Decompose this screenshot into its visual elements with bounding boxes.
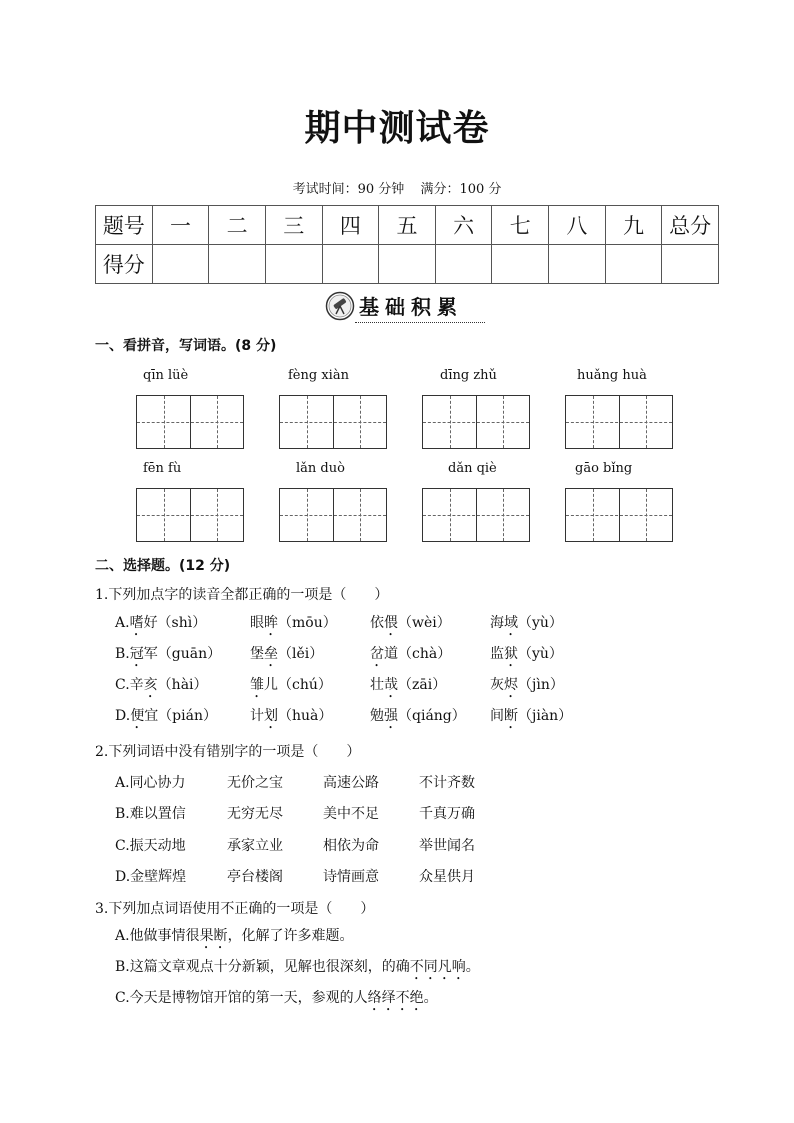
telescope-icon <box>325 291 355 321</box>
q1-option-a-4: 海域（yù） <box>490 615 563 631</box>
q2-option-b[interactable]: B.难以置信 <box>115 806 186 822</box>
exam-info <box>0 178 794 197</box>
q2-word: 诗情画意 <box>323 869 379 885</box>
q1-option-d-2: 计划（huà） <box>250 708 333 724</box>
score-cell[interactable] <box>322 245 379 284</box>
q1-option-a-2: 眼眸（mōu） <box>250 615 337 631</box>
q2-word: 高速公路 <box>323 775 379 791</box>
q3-option-c[interactable]: C.今天是博物馆开馆的第一天，参观的人络绎不绝。 <box>115 990 438 1006</box>
score-cell[interactable] <box>209 245 266 284</box>
score-value-row <box>96 245 719 284</box>
writing-grid[interactable] <box>136 488 244 542</box>
q2-word: 相依为命 <box>323 838 379 854</box>
score-header-row <box>96 206 719 245</box>
q1-option-d-1[interactable]: D.便宜（pián） <box>115 708 217 724</box>
section2-title: 二、选择题。(12 分) <box>95 558 231 574</box>
pinyin-label: huǎng huà <box>577 368 647 383</box>
pinyin-label: gāo bǐng <box>575 461 633 476</box>
q2-option-d[interactable]: D.金壁辉煌 <box>115 869 187 885</box>
q1-option-a-1[interactable]: A.嗜好（shì） <box>115 615 207 631</box>
q1-option-b-2: 堡垒（lěi） <box>250 646 324 662</box>
score-header-cell: 二 <box>209 206 266 245</box>
score-cell[interactable] <box>549 245 606 284</box>
writing-grid[interactable] <box>136 395 244 449</box>
writing-grid[interactable] <box>565 488 673 542</box>
score-row-label: 得分 <box>96 245 153 284</box>
pinyin-label: lǎn duò <box>296 461 345 476</box>
writing-grid[interactable] <box>279 488 387 542</box>
score-header-cell: 八 <box>549 206 606 245</box>
q1-option-c-1[interactable]: C.辛亥（hài） <box>115 677 208 693</box>
section1-title: 一、看拼音，写词语。(8 分) <box>95 338 277 354</box>
score-header-cell: 六 <box>435 206 492 245</box>
score-cell[interactable] <box>662 245 719 284</box>
score-header-cell: 一 <box>152 206 209 245</box>
score-header-cell: 七 <box>492 206 549 245</box>
q3-option-a[interactable]: A.他做事情很果断，化解了许多难题。 <box>115 928 354 944</box>
q1-option-b-3: 岔道（chà） <box>370 646 452 662</box>
q2-option-a[interactable]: A.同心协力 <box>115 775 186 791</box>
score-cell[interactable] <box>605 245 662 284</box>
q2-word: 举世闻名 <box>419 838 475 854</box>
score-header-cell: 总分 <box>662 206 719 245</box>
pinyin-label: dīng zhǔ <box>440 368 497 383</box>
q2-word: 美中不足 <box>323 806 379 822</box>
score-header-cell: 五 <box>379 206 436 245</box>
q1-option-c-4: 灰烬（jìn） <box>490 677 564 693</box>
q1-option-d-3: 勉强（qiáng） <box>370 708 466 724</box>
banner-title: 基础积累 <box>359 295 463 319</box>
pinyin-label: fēn fù <box>143 461 182 476</box>
score-cell[interactable] <box>492 245 549 284</box>
q3-option-b[interactable]: B.这篇文章观点十分新颖，见解也很深刻，的确不同凡响。 <box>115 959 480 975</box>
page-title: 期中测试卷 <box>304 108 490 149</box>
pinyin-label: fèng xiàn <box>288 368 349 383</box>
score-cell[interactable] <box>152 245 209 284</box>
banner-underline <box>355 322 485 323</box>
q2-word: 无价之宝 <box>227 775 283 791</box>
writing-grid[interactable] <box>565 395 673 449</box>
question-1-stem: 1.下列加点字的读音全都正确的一项是（ ） <box>95 587 389 603</box>
q1-option-c-3: 壮哉（zāi） <box>370 677 447 693</box>
q2-word: 千真万确 <box>419 806 475 822</box>
q2-word: 不计齐数 <box>419 775 475 791</box>
exam-time: 考试时间：90 分钟 <box>292 182 405 197</box>
score-cell[interactable] <box>265 245 322 284</box>
score-header-cell: 三 <box>265 206 322 245</box>
q1-option-b-4: 监狱（yù） <box>490 646 563 662</box>
pinyin-label: qīn lüè <box>143 368 189 383</box>
score-header-cell: 九 <box>605 206 662 245</box>
q1-option-d-4: 间断（jiàn） <box>490 708 573 724</box>
score-table <box>95 205 719 284</box>
score-header-cell: 题号 <box>96 206 153 245</box>
score-cell[interactable] <box>435 245 492 284</box>
q1-option-c-2: 雏儿（chú） <box>250 677 332 693</box>
q2-word: 无穷无尽 <box>227 806 283 822</box>
full-score: 满分：100 分 <box>420 182 502 197</box>
q2-word: 承家立业 <box>227 838 283 854</box>
q1-option-a-3: 依偎（wèi） <box>370 615 451 631</box>
writing-grid[interactable] <box>422 395 530 449</box>
q2-option-c[interactable]: C.振天动地 <box>115 838 186 854</box>
question-3-stem: 3.下列加点词语使用不正确的一项是（ ） <box>95 901 375 917</box>
q2-word: 众星供月 <box>419 869 475 885</box>
score-header-cell: 四 <box>322 206 379 245</box>
writing-grid[interactable] <box>422 488 530 542</box>
q1-option-b-1[interactable]: B.冠军（guān） <box>115 646 222 662</box>
question-2-stem: 2.下列词语中没有错别字的一项是（ ） <box>95 744 361 760</box>
q2-word: 亭台楼阁 <box>227 869 283 885</box>
writing-grid[interactable] <box>279 395 387 449</box>
section-banner <box>325 289 495 325</box>
score-cell[interactable] <box>379 245 436 284</box>
pinyin-label: dǎn qiè <box>448 461 497 476</box>
